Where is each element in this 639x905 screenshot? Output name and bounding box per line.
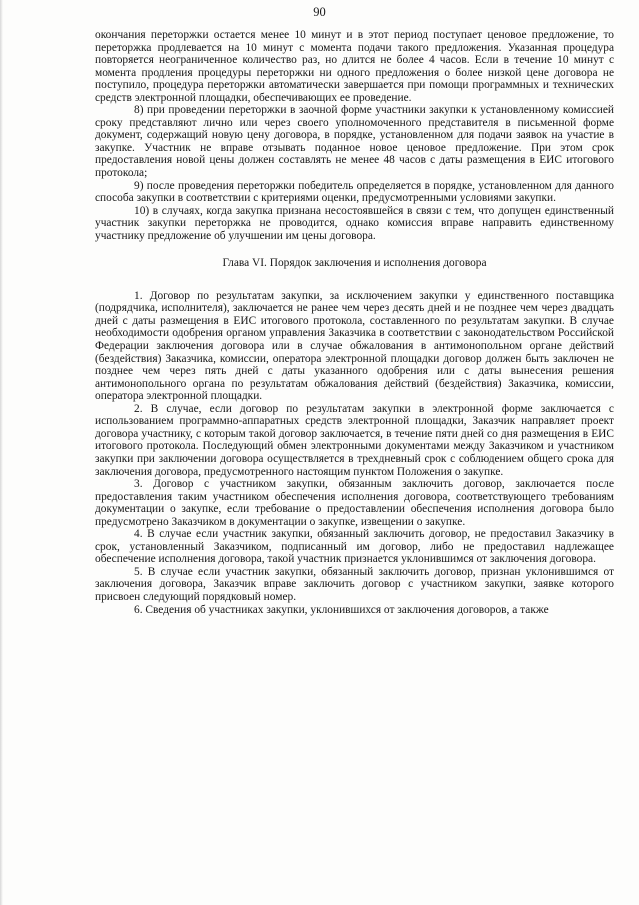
paragraph-clause-6: 6. Сведения об участниках закупки, уклонившихся от заключения договоров, а также — [134, 603, 549, 616]
page-body — [95, 29, 614, 616]
paragraph-item-8: 8) при проведении переторжки в заочной форме участники закупки к установленному комиссией сроку представляют лично или через своего уполномоченного представителя в письменной форме документ, содержащий новую цену договора, в порядке, установленном для подачи заявок на участие в закупке. Участник не вправе отзывать поданное новое ценовое предложение. При этом срок предоставления новой цены должен составлять не менее 48 часов с даты размещения в ЕИС итогового протокола; — [95, 104, 614, 180]
paragraph-clause-3: 3. Договор с участником закупки, обязанным заключить договор, заключается после предоставления таким участником обеспечения исполнения договора, соответствующего требованиям документации о закупке, если требование о предоставлении обеспечения исполнения договора было предусмотрено Заказчиком в документации о закупке, извещении о закупке. — [95, 478, 614, 528]
paragraph-clause-5: 5. В случае если участник закупки, обязанный заключить договор, признан уклонившимся от заключения договора, Заказчик вправе заключить договор с участником закупки, заявке которого присвоен следующий порядковый номер. — [95, 565, 614, 603]
paragraph-item-10: 10) в случаях, когда закупка признана несостоявшейся в связи с тем, что допущен единственный участник закупки переторжка не проводится, однако комиссия вправе направить единственному участнику предложение об улучшении им цены договора. — [95, 204, 614, 242]
paragraph-clause-2: 2. В случае, если договор по результатам закупки в электронной форме заключается с использованием программно-аппаратных средств электронной площадки, Заказчик направляет проект договора участнику, с которым такой договор заключается, в течение пяти дней со дня размещения в ЕИС итогового протокола. Последующий обмен электронными документами между Заказчиком и участником закупки при заключении договора осуществляется в трехдневный срок с соблюдением общего срока для заключения договора, предусмотренного настоящим пунктом Положения о закупке. — [95, 402, 614, 478]
paragraph-clause-1: 1. Договор по результатам закупки, за исключением закупки у единственного поставщика (подрядчика, исполнителя), заключается не ранее чем через десять дней и не позднее чем через двадцать дней с даты размещения в ЕИС итогового протокола, составленного по результатам закупки. В случае необходимости одобрения органом управления Заказчика в соответствии с законодательством Российской Федерации заключения договора или в случае обжалования в антимонопольном органе действий (бездействия) Заказчика, комиссии, оператора электронной площадки договор должен быть заключен не позднее чем через пять дней с даты указанного одобрения или с даты вынесения решения антимонопольного органа по результатам обжалования действий (бездействия) Заказчика, комиссии, оператора электронной площадки. — [95, 289, 614, 403]
paragraph-continuation: окончания переторжки остается менее 10 минут и в этот период поступает ценовое предложение, то переторжка продлевается на 10 минут с момента подачи такого предложения. Указанная процедура повторяется неограниченное количество раз, но длится не более 4 часов. Если в течение 10 минут с момента продления процедуры переторжки ни одного предложения о более низкой цене договора не поступило, процедура переторжки автоматически завершается при помощи программных и технических средств электронной площадки, обеспечивающих ее проведение. — [95, 29, 614, 104]
page-number: 90 — [313, 5, 326, 19]
paragraph-clause-4: 4. В случае если участник закупки, обязанный заключить договор, не предоставил Заказчику в срок, установленный Заказчиком, подписанный им договор, либо не предоставил надлежащее обеспечение исполнения договора, такой участник признается уклонившимся от заключения договора. — [95, 528, 614, 566]
paragraph-item-9: 9) после проведения переторжки победитель определяется в порядке, установленном для данного способа закупки в соответствии с критериями оценки, предусмотренными условиями закупки. — [95, 179, 614, 205]
scan-edge-shadow — [0, 0, 3, 905]
chapter-title: Глава VI. Порядок заключения и исполнения договора — [222, 257, 487, 270]
